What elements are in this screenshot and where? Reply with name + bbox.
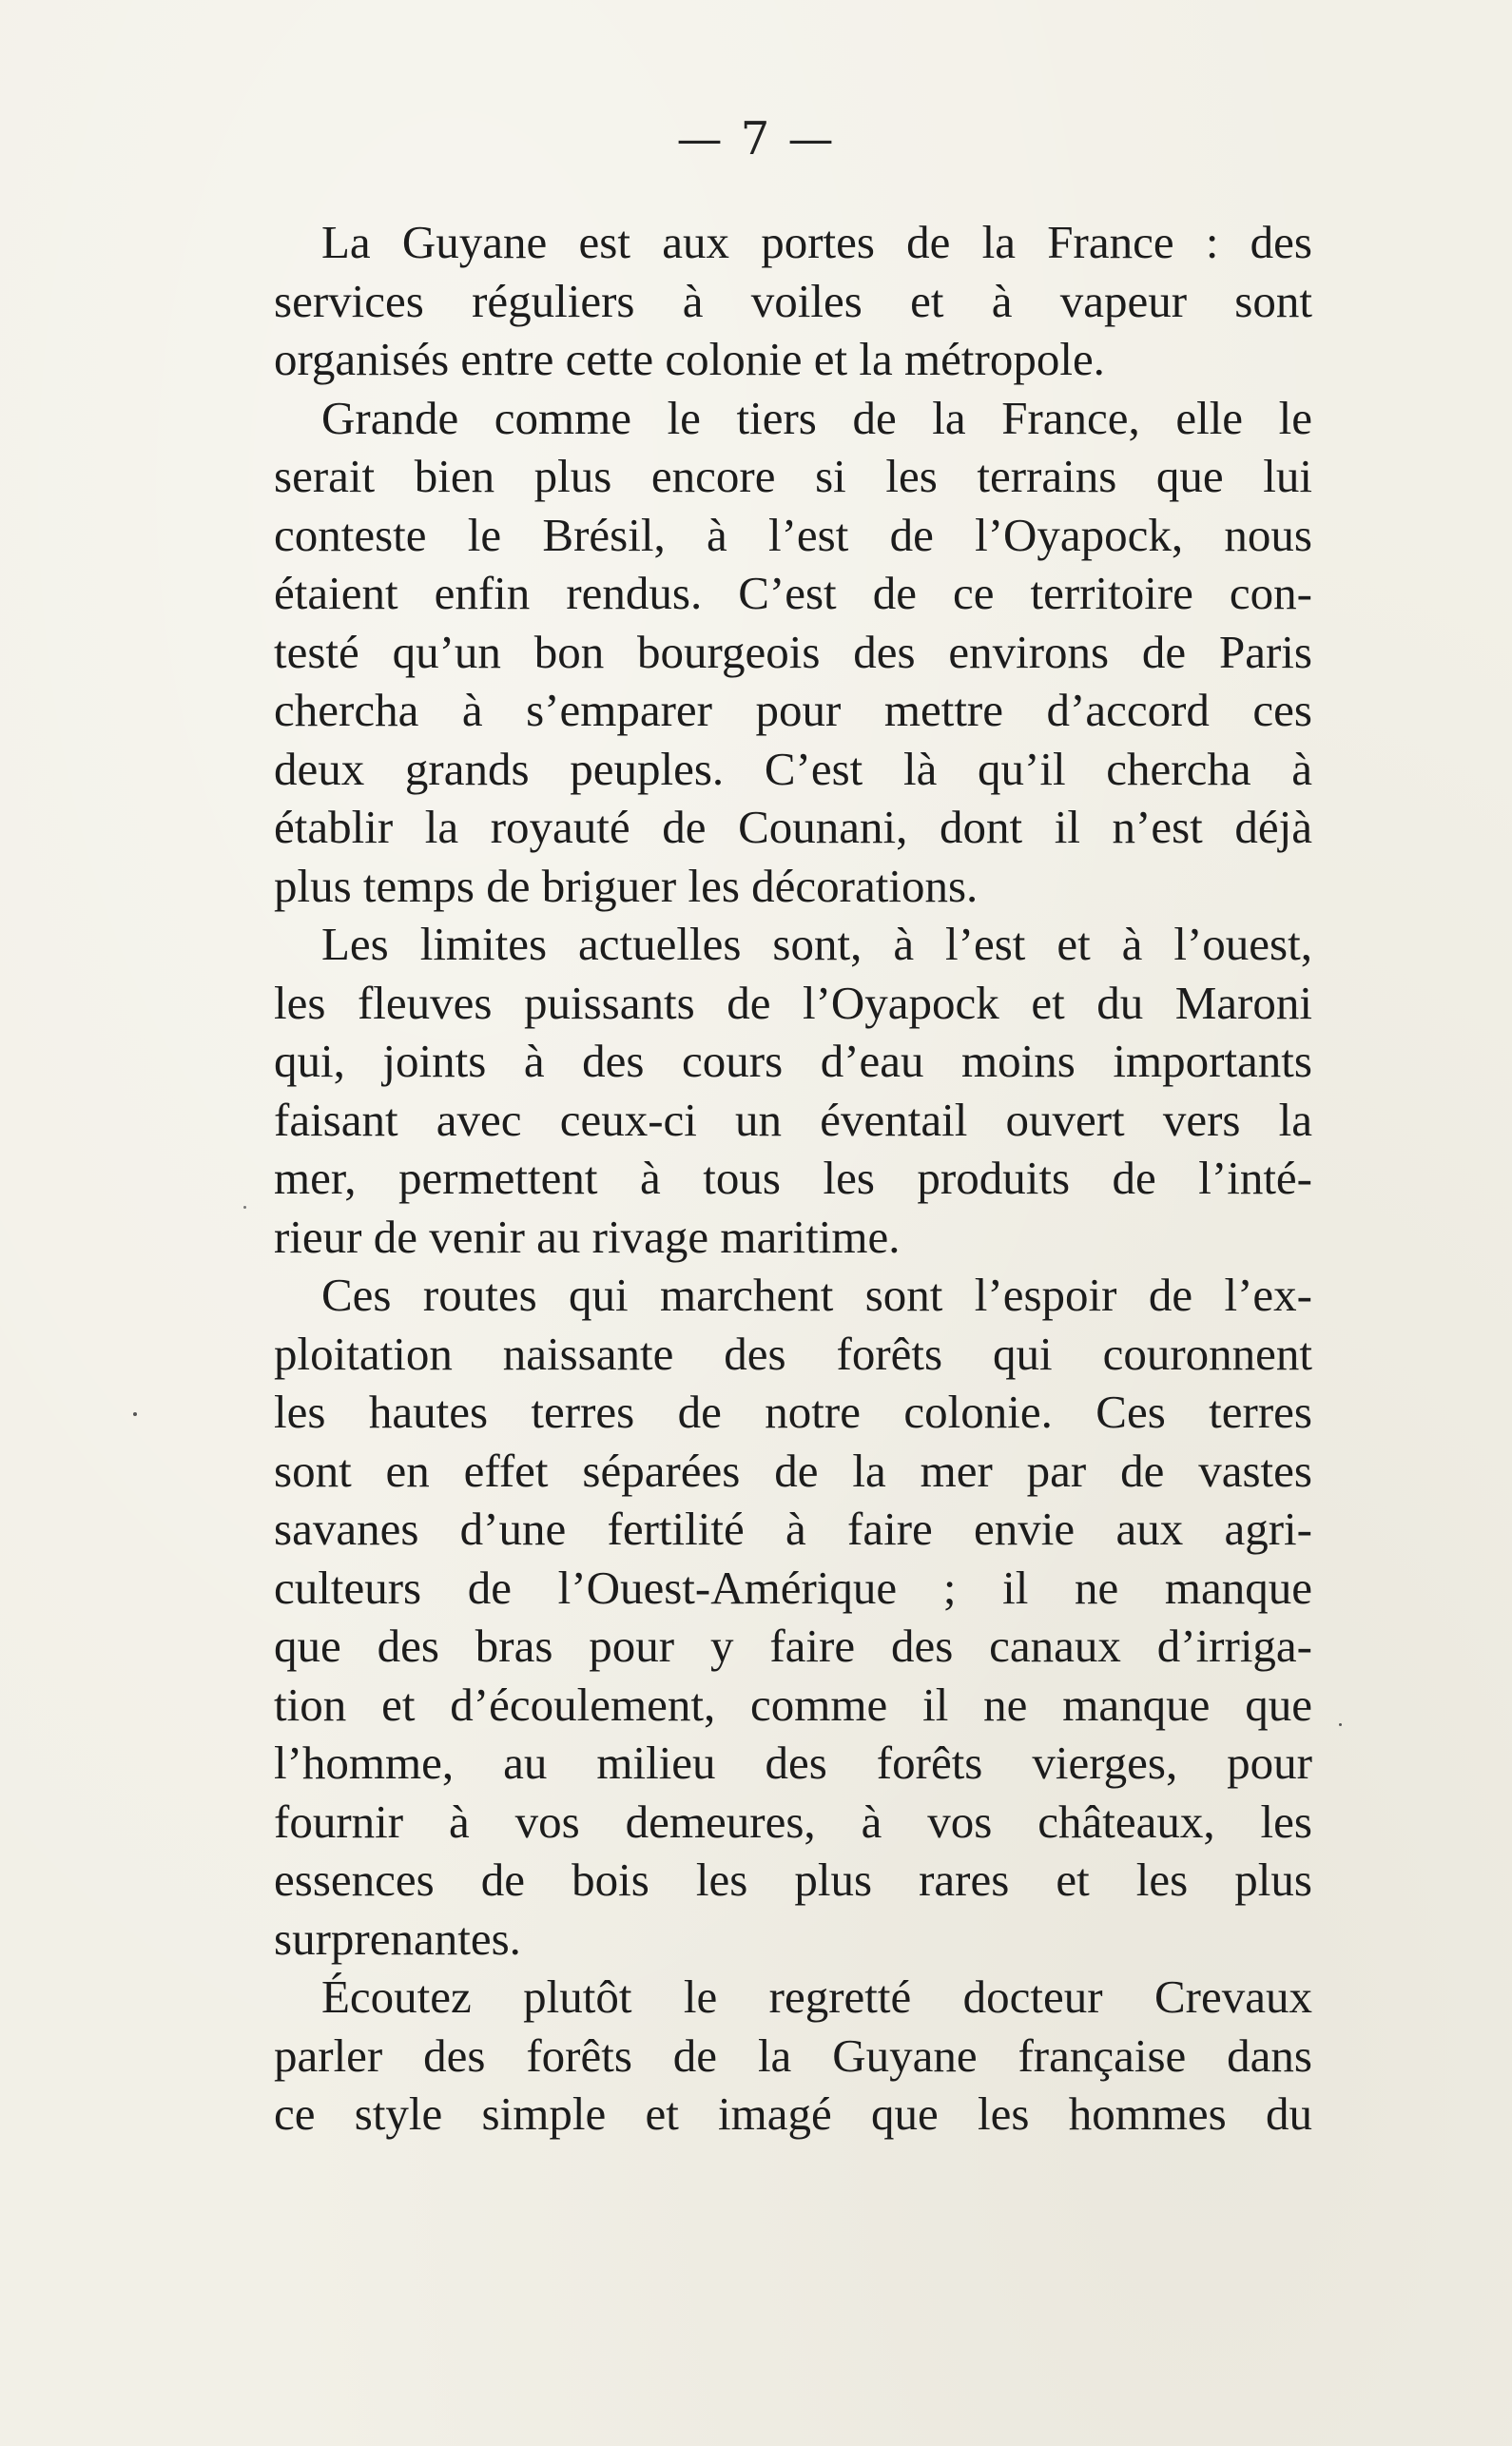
print-speck [133, 1412, 137, 1416]
text-line: que des bras pour y faire des canaux d’irriga- [274, 1620, 1312, 1672]
text-line: testé qu’un bon bourgeois des environs de Paris [274, 625, 1312, 678]
paragraph-guyane-access [274, 213, 1312, 389]
text-line: établir la royauté de Counani, dont il n’est déjà [274, 801, 1312, 853]
text-line: tion et d’écoulement, comme il ne manque que [274, 1678, 1312, 1731]
text-line: Écoutez plutôt le regretté docteur Crevaux [321, 1970, 1312, 2023]
text-line: culteurs de l’Ouest-Amérique ; il ne manque [274, 1561, 1312, 1614]
paragraph-crevaux [274, 1968, 1312, 2144]
text-line: Ces routes qui marchent sont l’espoir de l’ex- [321, 1269, 1312, 1321]
paragraph-forest-exploitation [274, 1266, 1312, 1968]
text-line: ce style simple et imagé que les hommes du [274, 2087, 1312, 2140]
text-line: sont en effet séparées de la mer par de vastes [274, 1444, 1312, 1497]
body-text [274, 213, 1312, 2144]
text-line: services réguliers à voiles et à vapeur sont [274, 274, 1312, 327]
text-line: surprenantes. [274, 1912, 521, 1965]
paragraph-limits-rivers [274, 915, 1312, 1266]
text-line: fournir à vos demeures, à vos châteaux, les [274, 1795, 1312, 1848]
text-line: Grande comme le tiers de la France, elle le [321, 391, 1312, 444]
text-line: Les limites actuelles sont, à l’est et à l’ouest, [321, 918, 1312, 970]
text-line: les hautes terres de notre colonie. Ces terres [274, 1386, 1312, 1438]
text-line: organisés entre cette colonie et la métropole. [274, 333, 1105, 385]
print-speck [1339, 1723, 1342, 1726]
text-line: serait bien plus encore si les terrains que lui [274, 450, 1312, 502]
text-line: deux grands peuples. C’est là qu’il chercha à [274, 742, 1312, 795]
text-line: chercha à s’emparer pour mettre d’accord ces [274, 684, 1312, 736]
text-line: rieur de venir au rivage maritime. [274, 1210, 901, 1263]
text-line: étaient enfin rendus. C’est de ce territoire con- [274, 567, 1312, 619]
text-line: essences de bois les plus rares et les plus [274, 1854, 1312, 1906]
print-speck [243, 1206, 246, 1209]
text-line: savanes d’une fertilité à faire envie aux agri- [274, 1503, 1312, 1555]
paragraph-size-territory [274, 389, 1312, 916]
text-line: conteste le Brésil, à l’est de l’Oyapock, nous [274, 508, 1312, 561]
text-line: qui, joints à des cours d’eau moins importants [274, 1035, 1312, 1087]
text-line: parler des forêts de la Guyane française dans [274, 2029, 1312, 2082]
text-line: les fleuves puissants de l’Oyapock et du Maroni [274, 976, 1312, 1029]
text-line: l’homme, au milieu des forêts vierges, pour [274, 1737, 1312, 1789]
text-line: mer, permettent à tous les produits de l’inté- [274, 1152, 1312, 1204]
text-line: ploitation naissante des forêts qui couronnent [274, 1327, 1312, 1380]
page-number: — 7 — [676, 112, 836, 165]
text-line: plus temps de briguer les décorations. [274, 859, 979, 912]
text-line: faisant avec ceux-ci un éventail ouvert vers la [274, 1093, 1312, 1146]
text-line: La Guyane est aux portes de la France : des [321, 216, 1312, 268]
